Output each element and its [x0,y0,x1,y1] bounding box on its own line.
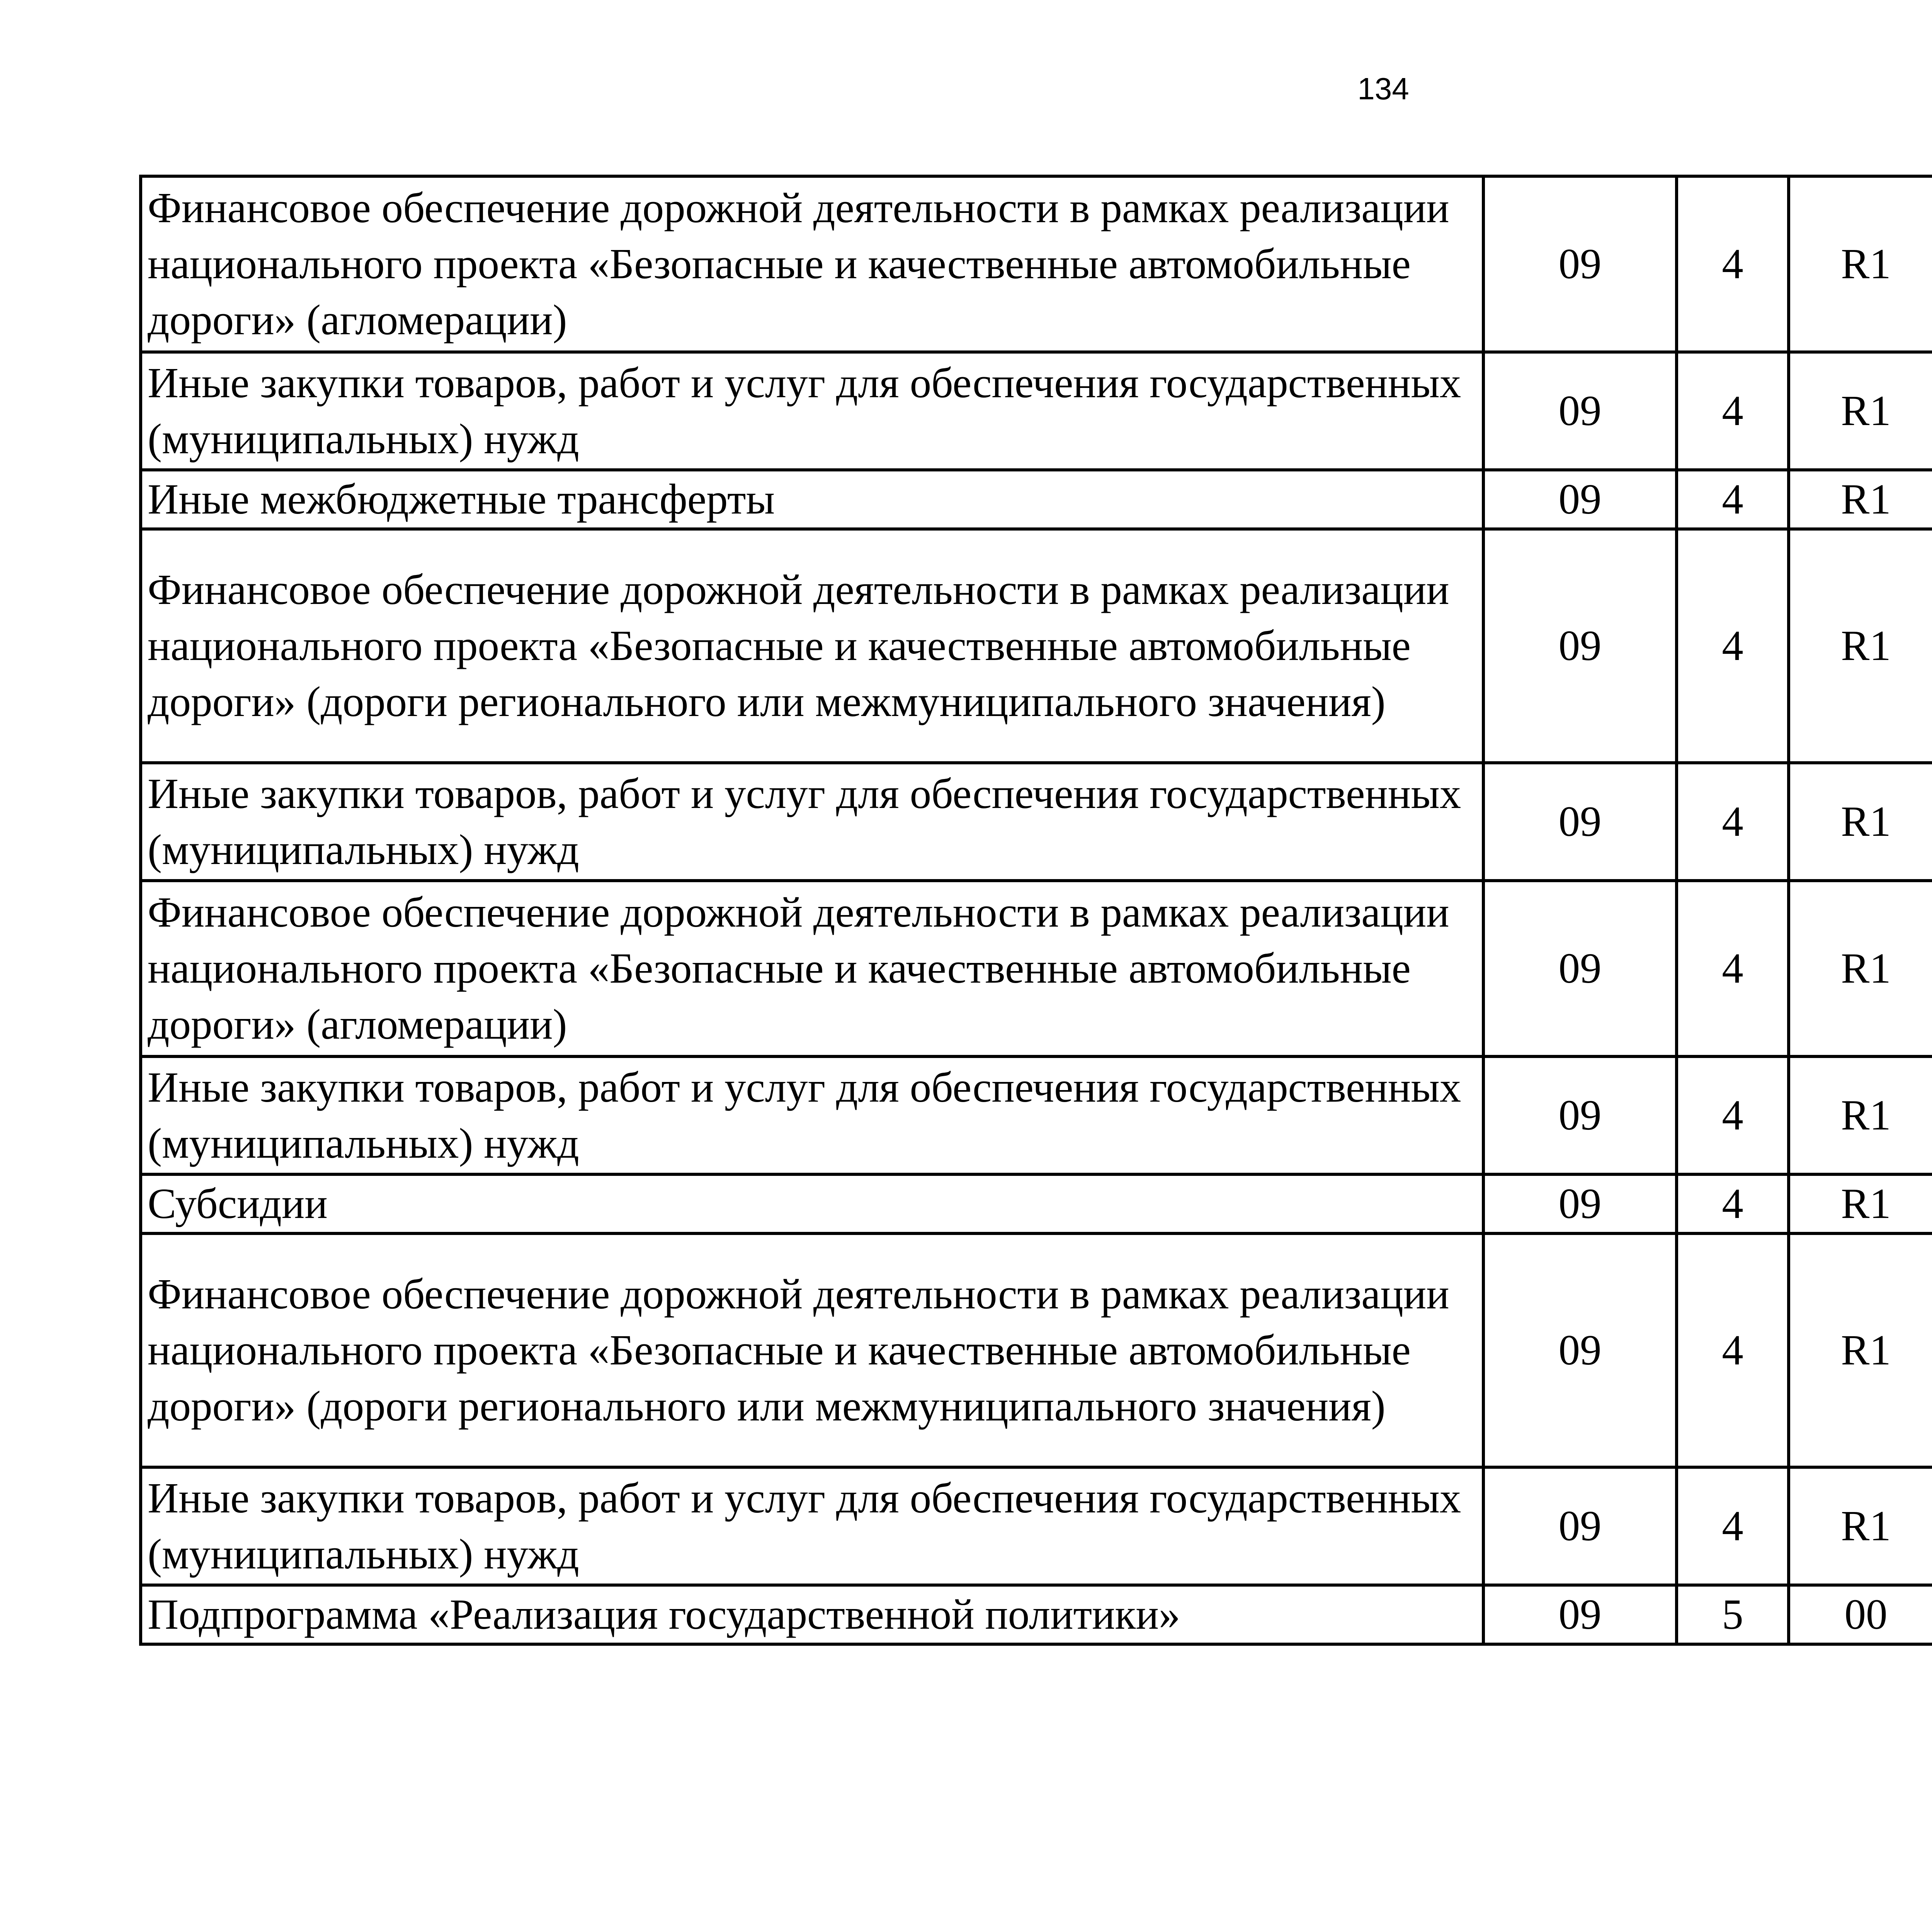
row-name: Финансовое обеспечение дорожной деятельности в рамках реализации национального проекта «Безопасные и качественные автомобильные дороги» (агломерации) [148,184,1449,344]
row-name-cell [141,881,1483,1056]
project-code: R1 [1789,1467,1932,1585]
row-name: Финансовое обеспечение дорожной деятельности в рамках реализации национального проекта «Безопасные и качественные автомобильные дороги» (агломерации) [148,889,1449,1048]
section-code: 09 [1483,1585,1677,1644]
row-name-cell [141,1585,1483,1644]
table-row [141,763,1932,881]
row-name-cell [141,1056,1483,1174]
table-row [141,1056,1932,1174]
row-name: Иные закупки товаров, работ и услуг для обеспечения государственных (муниципальных) нужд [148,1063,1461,1167]
row-name: Подпрограмма «Реализация государственной политики» [148,1591,1180,1638]
project-code: R1 [1789,1056,1932,1174]
subprogram-code: 4 [1677,881,1789,1056]
project-code: R1 [1789,352,1932,470]
table-row [141,176,1932,352]
row-name: Финансовое обеспечение дорожной деятельности в рамках реализации национального проекта «Безопасные и качественные автомобильные дороги» (дороги регионального или межмуниципального значения) [148,1271,1449,1430]
row-name: Иные закупки товаров, работ и услуг для обеспечения государственных (муниципальных) нужд [148,359,1461,463]
row-name-cell [141,352,1483,470]
subprogram-code: 5 [1677,1585,1789,1644]
table-row [141,1233,1932,1467]
table-row [141,1585,1932,1644]
section-code: 09 [1483,529,1677,763]
project-code: R1 [1789,763,1932,881]
section-code: 09 [1483,1174,1677,1233]
project-code: R1 [1789,470,1932,529]
row-name: Иные закупки товаров, работ и услуг для обеспечения государственных (муниципальных) нужд [148,1474,1461,1578]
section-code: 09 [1483,881,1677,1056]
subprogram-code: 4 [1677,352,1789,470]
subprogram-code: 4 [1677,763,1789,881]
subprogram-code: 4 [1677,470,1789,529]
subprogram-code: 4 [1677,1056,1789,1174]
section-code: 09 [1483,1233,1677,1467]
subprogram-code: 4 [1677,1467,1789,1585]
section-code: 09 [1483,470,1677,529]
section-code: 09 [1483,352,1677,470]
subprogram-code: 4 [1677,1233,1789,1467]
section-code: 09 [1483,1467,1677,1585]
row-name-cell [141,763,1483,881]
row-name-cell [141,1467,1483,1585]
subprogram-code: 4 [1677,529,1789,763]
row-name: Иные закупки товаров, работ и услуг для обеспечения государственных (муниципальных) нужд [148,770,1461,874]
row-name: Субсидии [148,1180,328,1228]
project-code: R1 [1789,881,1932,1056]
row-name-cell [141,529,1483,763]
project-code: R1 [1789,1174,1932,1233]
section-code: 09 [1483,763,1677,881]
project-code: R1 [1789,176,1932,352]
table-row [141,1467,1932,1585]
row-name-cell [141,470,1483,529]
section-code: 09 [1483,1056,1677,1174]
table-row [141,881,1932,1056]
section-code: 09 [1483,176,1677,352]
row-name-cell [141,176,1483,352]
budget-table [139,175,1932,1646]
table-row [141,1174,1932,1233]
row-name-cell [141,1233,1483,1467]
row-name: Финансовое обеспечение дорожной деятельности в рамках реализации национального проекта «Безопасные и качественные автомобильные дороги» (дороги регионального или межмуниципального значения) [148,566,1449,726]
page-number: 134 [1357,71,1409,106]
row-name: Иные межбюджетные трансферты [148,476,775,523]
table-row [141,470,1932,529]
row-name-cell [141,1174,1483,1233]
table-row [141,529,1932,763]
table-row [141,352,1932,470]
project-code: R1 [1789,529,1932,763]
subprogram-code: 4 [1677,1174,1789,1233]
project-code: R1 [1789,1233,1932,1467]
subprogram-code: 4 [1677,176,1789,352]
project-code: 00 [1789,1585,1932,1644]
